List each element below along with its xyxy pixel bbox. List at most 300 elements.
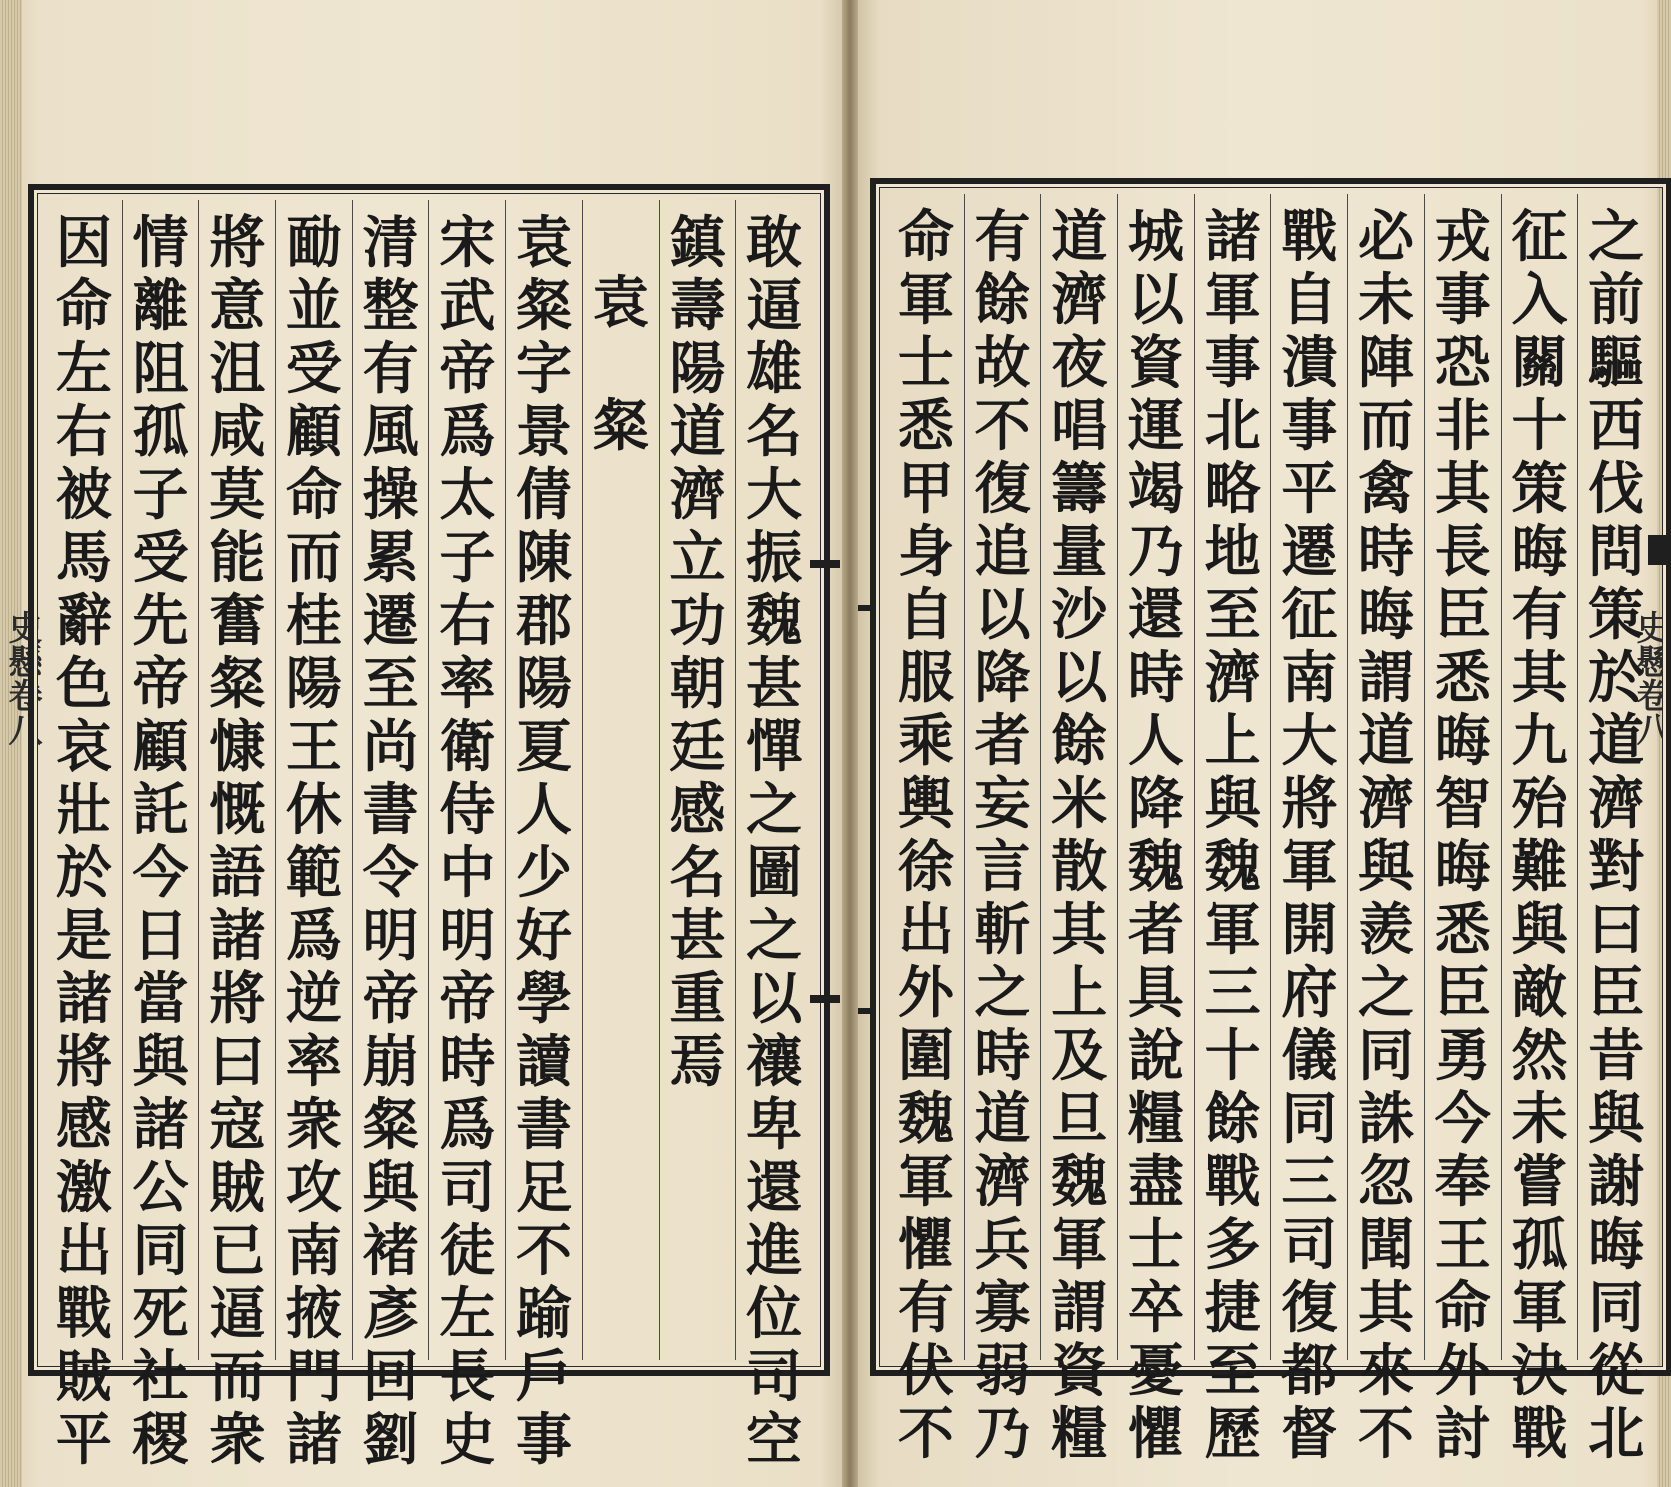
text-char: 不	[974, 393, 1031, 459]
text-char: 寡	[974, 1275, 1031, 1341]
text-column	[46, 200, 122, 1473]
text-char: 魏	[746, 588, 803, 654]
text-char: 累	[362, 525, 419, 591]
text-char: 太	[439, 462, 496, 528]
text-char: 米	[1051, 771, 1108, 837]
text-char: 徒	[439, 1218, 496, 1284]
text-char: 踰	[516, 1281, 573, 1347]
text-char: 未	[1511, 1086, 1568, 1152]
text-char: 字	[516, 336, 573, 402]
text-char: 出	[897, 897, 954, 963]
text-char: 圍	[897, 1023, 954, 1089]
text-char: 甚	[746, 651, 803, 717]
text-char: 與	[1204, 771, 1261, 837]
text-char: 徐	[897, 834, 954, 900]
text-char: 故	[974, 330, 1031, 396]
text-char: 上	[1051, 960, 1108, 1026]
text-char: 武	[439, 273, 496, 339]
text-char: 者	[974, 708, 1031, 774]
text-char: 同	[1588, 1275, 1645, 1341]
text-char: 命	[897, 204, 954, 270]
text-char: 位	[746, 1281, 803, 1347]
text-char: 學	[516, 966, 573, 1032]
text-char: 旦	[1051, 1086, 1108, 1152]
right-fishtail-mark-inner-lower	[858, 1008, 874, 1014]
text-char: 顧	[132, 714, 189, 780]
text-char: 夏	[516, 714, 573, 780]
text-char: 道	[1588, 708, 1645, 774]
text-char: 陽	[669, 336, 726, 402]
text-char: 軍	[1511, 1275, 1568, 1341]
text-char: 三	[1281, 1149, 1338, 1215]
text-char: 右	[439, 588, 496, 654]
text-column	[505, 200, 582, 1473]
text-column	[735, 200, 812, 1473]
text-char: 侍	[439, 777, 496, 843]
text-char: 軍	[1204, 267, 1261, 333]
text-char: 然	[1511, 1023, 1568, 1089]
text-char: 事	[1281, 393, 1338, 459]
text-char: 有	[974, 204, 1031, 270]
text-char: 運	[1127, 393, 1184, 459]
text-char: 誅	[1358, 1086, 1415, 1152]
text-char: 情	[132, 210, 189, 276]
text-char: 憂	[1127, 1338, 1184, 1404]
text-char: 卑	[746, 1092, 803, 1158]
text-char: 外	[1434, 1338, 1491, 1404]
text-char: 死	[132, 1281, 189, 1347]
text-char: 軍	[897, 267, 954, 333]
text-char: 袁	[516, 210, 573, 276]
text-char: 多	[1204, 1212, 1261, 1278]
text-char: 征	[1281, 582, 1338, 648]
text-char: 有	[362, 336, 419, 402]
text-char: 門	[285, 1344, 342, 1410]
text-char: 昔	[1588, 1023, 1645, 1089]
text-char: 智	[1434, 771, 1491, 837]
text-column	[1424, 194, 1501, 1467]
text-char: 陽	[285, 651, 342, 717]
text-char: 足	[516, 1155, 573, 1221]
text-char: 忽	[1358, 1149, 1415, 1215]
text-char: 同	[132, 1218, 189, 1284]
text-char: 桂	[285, 588, 342, 654]
text-char: 夜	[1051, 330, 1108, 396]
text-column	[888, 194, 964, 1467]
text-char: 王	[1434, 1212, 1491, 1278]
text-char: 十	[1511, 393, 1568, 459]
text-char: 復	[974, 456, 1031, 522]
text-char: 左	[55, 336, 112, 402]
text-char: 重	[669, 966, 726, 1032]
text-char: 勇	[1434, 1023, 1491, 1089]
text-char: 憚	[746, 714, 803, 780]
book-gutter	[842, 0, 858, 1487]
text-char: 曰	[1588, 897, 1645, 963]
text-char: 粲	[362, 1092, 419, 1158]
text-char: 風	[362, 399, 419, 465]
text-char: 敢	[746, 210, 803, 276]
text-char: 衆	[285, 1092, 342, 1158]
text-char: 上	[1204, 708, 1261, 774]
text-char: 悉	[1434, 645, 1491, 711]
text-char: 壽	[669, 273, 726, 339]
text-char: 其	[1434, 456, 1491, 522]
text-char: 甲	[897, 456, 954, 522]
text-char: 衆	[209, 1407, 266, 1473]
text-char: 諸	[132, 1092, 189, 1158]
text-char: 率	[439, 651, 496, 717]
right-side-label: 史懸卷八	[1630, 610, 1670, 746]
text-char: 諸	[209, 903, 266, 969]
text-char: 有	[1511, 582, 1568, 648]
text-column	[1577, 194, 1654, 1467]
text-char: 士	[897, 330, 954, 396]
text-char: 追	[974, 519, 1031, 585]
text-char: 北	[1588, 1401, 1645, 1467]
text-char: 名	[669, 840, 726, 906]
text-char: 命	[55, 273, 112, 339]
text-char: 今	[132, 840, 189, 906]
text-char: 司	[746, 1344, 803, 1410]
text-char: 討	[1434, 1401, 1491, 1467]
text-char: 勔	[285, 210, 342, 276]
text-char: 府	[1281, 960, 1338, 1026]
text-char: 九	[1511, 708, 1568, 774]
text-char: 色	[55, 651, 112, 717]
text-char: 還	[746, 1155, 803, 1221]
text-char: 崩	[362, 1029, 419, 1095]
text-char: 以	[1127, 267, 1184, 333]
text-char: 其	[1051, 897, 1108, 963]
text-char: 書	[516, 1092, 573, 1158]
text-column	[1117, 194, 1194, 1467]
text-char: 謝	[1588, 1149, 1645, 1215]
text-char: 遷	[362, 588, 419, 654]
text-char: 說	[1127, 1023, 1184, 1089]
text-char: 糧	[1051, 1401, 1108, 1467]
text-char: 量	[1051, 519, 1108, 585]
text-char: 聞	[1358, 1212, 1415, 1278]
text-char: 前	[1588, 267, 1645, 333]
text-char: 功	[669, 588, 726, 654]
text-char: 魏	[897, 1086, 954, 1152]
text-char: 諸	[1204, 204, 1261, 270]
text-char: 非	[1434, 393, 1491, 459]
text-char: 馬	[55, 525, 112, 591]
text-char: 褚	[362, 1218, 419, 1284]
text-char: 命	[285, 462, 342, 528]
text-column	[964, 194, 1041, 1467]
text-char: 陣	[1358, 330, 1415, 396]
text-char: 逆	[285, 966, 342, 1032]
text-char: 帝	[439, 966, 496, 1032]
text-char: 卒	[1127, 1275, 1184, 1341]
text-char: 長	[439, 1344, 496, 1410]
text-char: 決	[1511, 1338, 1568, 1404]
text-char: 整	[362, 273, 419, 339]
text-char: 宋	[439, 210, 496, 276]
text-char: 賊	[209, 1155, 266, 1221]
text-char: 敵	[1511, 960, 1568, 1026]
text-char: 明	[439, 903, 496, 969]
text-char: 是	[55, 903, 112, 969]
text-char: 懼	[897, 1212, 954, 1278]
text-char: 臣	[1588, 960, 1645, 1026]
text-char: 言	[974, 834, 1031, 900]
text-column	[1347, 194, 1424, 1467]
text-char: 督	[1281, 1401, 1338, 1467]
text-char: 好	[516, 903, 573, 969]
text-char: 晦	[1511, 519, 1568, 585]
text-char: 道	[974, 1086, 1031, 1152]
text-char: 能	[209, 525, 266, 591]
text-char: 感	[669, 777, 726, 843]
text-char: 振	[746, 525, 803, 591]
text-char: 與	[132, 1029, 189, 1095]
text-char: 當	[132, 966, 189, 1032]
text-char: 史	[439, 1407, 496, 1473]
text-char: 餘	[1051, 708, 1108, 774]
text-char: 同	[1281, 1086, 1338, 1152]
text-char: 焉	[669, 1029, 726, 1095]
text-char: 辭	[55, 588, 112, 654]
text-char: 軍	[897, 1149, 954, 1215]
text-char: 至	[1204, 582, 1261, 648]
text-char: 哀	[55, 714, 112, 780]
text-char: 右	[55, 399, 112, 465]
text-char: 帝	[362, 966, 419, 1032]
text-char: 掖	[285, 1281, 342, 1347]
text-char: 餘	[974, 267, 1031, 333]
text-char: 沮	[209, 336, 266, 402]
text-char: 之	[1358, 960, 1415, 1026]
left-side-label: 史懸卷八	[2, 610, 42, 746]
text-char: 道	[669, 399, 726, 465]
right-text-frame	[870, 178, 1671, 1467]
text-char: 三	[1204, 960, 1261, 1026]
text-char: 甚	[669, 903, 726, 969]
text-char: 身	[897, 519, 954, 585]
text-char: 奮	[209, 588, 266, 654]
text-char: 操	[362, 462, 419, 528]
text-char: 於	[55, 840, 112, 906]
text-char: 之	[974, 960, 1031, 1026]
text-char: 將	[209, 210, 266, 276]
text-char: 逼	[746, 273, 803, 339]
text-char: 時	[1358, 519, 1415, 585]
left-text-columns	[46, 200, 812, 1473]
text-char: 事	[1204, 330, 1261, 396]
text-char: 至	[1204, 1338, 1261, 1404]
text-char: 其	[1511, 645, 1568, 711]
text-char: 沙	[1051, 582, 1108, 648]
text-char: 對	[1588, 834, 1645, 900]
text-char: 遷	[1281, 519, 1338, 585]
text-column	[1270, 194, 1347, 1467]
text-char: 袁	[592, 270, 649, 336]
text-char: 已	[209, 1218, 266, 1284]
text-char: 於	[1588, 645, 1645, 711]
text-column	[1501, 194, 1578, 1467]
text-char: 率	[285, 1029, 342, 1095]
text-column	[122, 200, 199, 1473]
text-char: 濟	[1204, 645, 1261, 711]
text-char: 斬	[974, 897, 1031, 963]
text-char: 衛	[439, 714, 496, 780]
text-column	[1194, 194, 1271, 1467]
text-char: 託	[132, 777, 189, 843]
text-char: 恐	[1434, 330, 1491, 396]
text-char: 而	[209, 1344, 266, 1410]
text-char: 顧	[285, 399, 342, 465]
text-char: 與	[1511, 897, 1568, 963]
text-char: 與	[1358, 834, 1415, 900]
text-char: 魏	[1127, 834, 1184, 900]
text-char: 令	[362, 840, 419, 906]
text-char: 命	[1434, 1275, 1491, 1341]
text-char: 唱	[1051, 393, 1108, 459]
text-char: 同	[1358, 1023, 1415, 1089]
text-column	[275, 200, 352, 1473]
text-char: 濟	[974, 1149, 1031, 1215]
text-char: 休	[285, 777, 342, 843]
text-char: 乃	[974, 1401, 1031, 1467]
text-char: 子	[132, 462, 189, 528]
text-char: 曰	[209, 1029, 266, 1095]
right-fishtail-mark	[1648, 535, 1670, 565]
text-char: 悉	[897, 393, 954, 459]
text-char: 名	[746, 399, 803, 465]
text-char: 清	[362, 210, 419, 276]
text-char: 具	[1127, 960, 1184, 1026]
text-char: 禽	[1358, 456, 1415, 522]
text-char: 禳	[746, 1029, 803, 1095]
text-char: 道	[1051, 204, 1108, 270]
text-char: 晦	[1358, 582, 1415, 648]
text-char: 軍	[1204, 897, 1261, 963]
text-char: 伐	[1588, 456, 1645, 522]
text-char: 嘗	[1511, 1149, 1568, 1215]
text-char: 帝	[439, 336, 496, 402]
text-char: 濟	[1588, 771, 1645, 837]
text-char: 臣	[1434, 582, 1491, 648]
text-char: 戰	[55, 1281, 112, 1347]
text-char: 日	[132, 903, 189, 969]
text-char: 王	[285, 714, 342, 780]
text-char: 濟	[1051, 267, 1108, 333]
text-char: 兵	[974, 1212, 1031, 1278]
text-char: 伏	[897, 1338, 954, 1404]
text-char: 與	[1588, 1086, 1645, 1152]
text-char: 資	[1127, 330, 1184, 396]
text-char: 賊	[55, 1344, 112, 1410]
text-char: 謂	[1051, 1275, 1108, 1341]
text-char: 戰	[1281, 204, 1338, 270]
text-char: 進	[746, 1218, 803, 1284]
text-char: 慨	[209, 777, 266, 843]
text-char: 自	[1281, 267, 1338, 333]
text-char: 糧	[1127, 1086, 1184, 1152]
text-char: 復	[1281, 1275, 1338, 1341]
text-char: 弱	[974, 1338, 1031, 1404]
text-char: 外	[897, 960, 954, 1026]
text-char: 殆	[1511, 771, 1568, 837]
text-char: 粲	[592, 393, 649, 459]
text-char: 左	[439, 1281, 496, 1347]
text-char: 廷	[669, 714, 726, 780]
text-char: 驅	[1588, 330, 1645, 396]
text-char: 羨	[1358, 897, 1415, 963]
text-char: 從	[1588, 1338, 1645, 1404]
text-char: 者	[1127, 897, 1184, 963]
text-char: 社	[132, 1344, 189, 1410]
text-char: 及	[1051, 1023, 1108, 1089]
text-char: 讀	[516, 1029, 573, 1095]
text-char: 妄	[974, 771, 1031, 837]
text-char: 士	[1127, 1212, 1184, 1278]
text-char: 離	[132, 273, 189, 339]
text-char: 逼	[209, 1281, 266, 1347]
text-char: 將	[1281, 771, 1338, 837]
text-char: 明	[362, 903, 419, 969]
text-char: 戰	[1511, 1401, 1568, 1467]
text-char: 寇	[209, 1092, 266, 1158]
text-char: 開	[1281, 897, 1338, 963]
text-char: 諸	[285, 1407, 342, 1473]
text-char: 濟	[669, 462, 726, 528]
text-char: 潰	[1281, 330, 1338, 396]
text-char: 而	[285, 525, 342, 591]
left-fishtail-mark-lower	[810, 995, 840, 1003]
text-char: 彥	[362, 1281, 419, 1347]
text-char: 悉	[1434, 897, 1491, 963]
text-char: 爲	[439, 1092, 496, 1158]
right-text-columns	[888, 194, 1654, 1467]
text-char: 孤	[1511, 1212, 1568, 1278]
text-char: 長	[1434, 519, 1491, 585]
text-char: 時	[1127, 645, 1184, 711]
text-char: 平	[1281, 456, 1338, 522]
text-char: 帝	[132, 651, 189, 717]
text-char: 征	[1511, 204, 1568, 270]
text-char: 魏	[1204, 834, 1261, 900]
text-char: 被	[55, 462, 112, 528]
text-char: 意	[209, 273, 266, 339]
text-char: 之	[1588, 204, 1645, 270]
text-char: 未	[1358, 267, 1415, 333]
text-char: 盡	[1127, 1149, 1184, 1215]
text-char: 以	[746, 966, 803, 1032]
text-char: 魏	[1051, 1149, 1108, 1215]
text-char: 來	[1358, 1338, 1415, 1404]
text-char: 朝	[669, 651, 726, 717]
text-char: 略	[1204, 456, 1261, 522]
text-char: 郡	[516, 588, 573, 654]
text-char: 感	[55, 1092, 112, 1158]
text-char: 中	[439, 840, 496, 906]
text-char: 語	[209, 840, 266, 906]
text-column	[198, 200, 275, 1473]
text-char: 陽	[516, 651, 573, 717]
text-char: 阻	[132, 336, 189, 402]
text-char: 先	[132, 588, 189, 654]
text-char: 輿	[897, 771, 954, 837]
text-char: 奉	[1434, 1149, 1491, 1215]
text-char: 時	[439, 1029, 496, 1095]
text-char: 關	[1511, 330, 1568, 396]
text-column	[1040, 194, 1117, 1467]
